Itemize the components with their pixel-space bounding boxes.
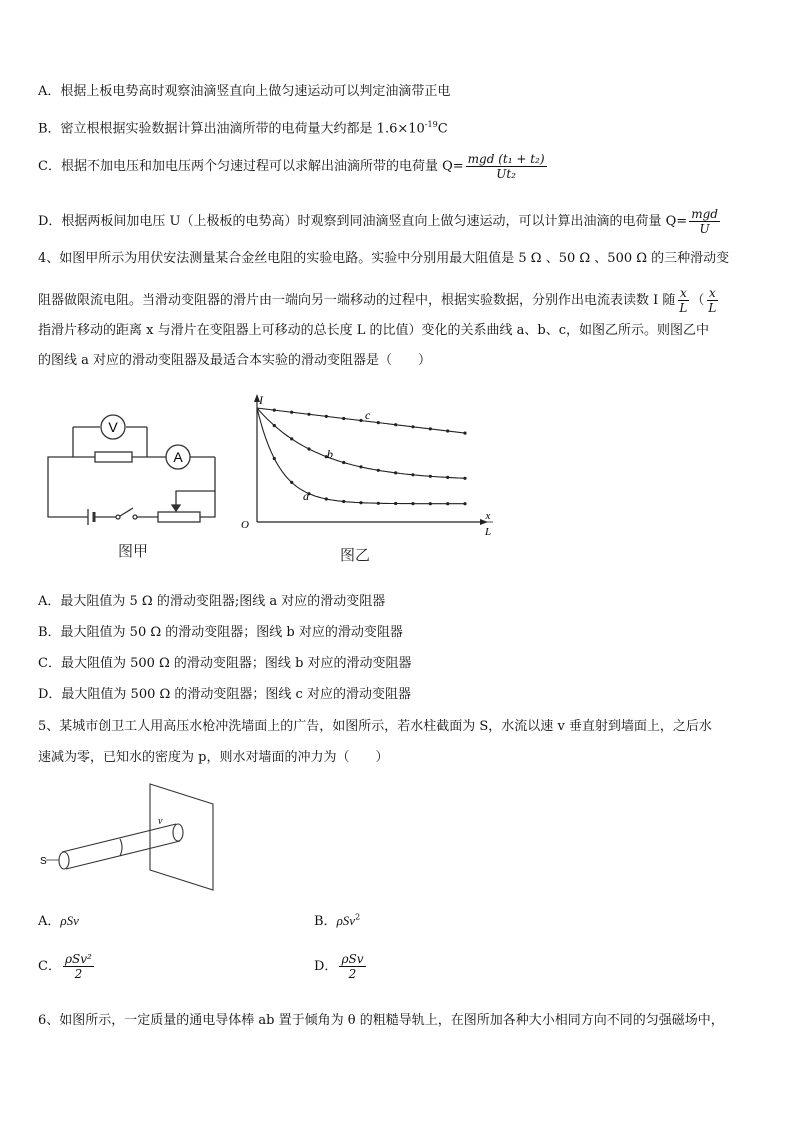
q4-option-d: D．最大阻值为 500 Ω 的滑动变阻器；图线 c 对应的滑动变阻器 [38, 687, 411, 702]
q3-option-c-numerator: mgd (t₁ + t₂) [467, 152, 545, 166]
curve-c-point [273, 409, 276, 412]
curve-b-label: b [327, 447, 333, 461]
curve-b-point [394, 471, 397, 474]
q5-option-a-formula: ρSv [60, 913, 79, 928]
curve-b-point [342, 461, 345, 464]
q5-option-b-label: B． [314, 914, 337, 929]
q5-option-b-formula: ρSv [336, 913, 356, 928]
curve-c-point [307, 413, 310, 416]
q3-option-a: A．根据上板电势高时观察油滴竖直向上做匀速运动可以判定油滴带正电 [38, 84, 451, 99]
curve-a-point [377, 502, 380, 505]
graph-x-label-num: x [485, 510, 491, 522]
q5-option-a-label: A． [38, 914, 61, 929]
q3-option-b-unit: C [437, 121, 448, 137]
curve-c-point [463, 432, 466, 435]
q4-option-b: B．最大阻值为 50 Ω 的滑动变阻器；图线 b 对应的滑动变阻器 [38, 625, 403, 640]
q3-option-c [38, 152, 549, 181]
curve-c-point [359, 419, 362, 422]
q5-option-c-formula [63, 952, 94, 981]
graph-x-label-den: L [484, 526, 492, 538]
curve-a [257, 408, 465, 504]
q5-option-d [314, 952, 368, 981]
curve-c-point [290, 411, 293, 414]
curve-a-point [394, 502, 397, 505]
q3-option-c-denominator: Ut₂ [496, 167, 516, 181]
water-jet-s-label: S [40, 856, 47, 867]
curve-a-point [359, 501, 362, 504]
q5-option-d-formula [339, 952, 365, 981]
curve-c-point [342, 417, 345, 420]
q5-option-d-label: D． [314, 959, 338, 974]
q4-stem-line-2-text: 阻器做限流电阻。当滑动变阻器的滑片由一端向另一端移动的过程中，根据实验数据，分别作出电流表读数 I 随 [38, 293, 676, 308]
q4-option-a: A．最大阻值为 5 Ω 的滑动变阻器;图线 a 对应的滑动变阻器 [38, 594, 386, 609]
q3-option-c-text: C．根据不加电压和加电压两个匀速过程可以求解出油滴所带的电荷量 Q= [38, 159, 464, 174]
curve-a-point [290, 481, 293, 484]
q4-x-over-l [677, 286, 689, 315]
q5-option-c-numerator: ρSv² [64, 952, 92, 966]
q3-option-d-text: D．根据两板间加电压 U（上极板的电势高）时观察到同油滴竖直向上做匀速运动，可以计算出油滴的电荷量 Q= [38, 214, 688, 229]
curve-c-point [411, 425, 414, 428]
q5-option-b [314, 910, 360, 929]
q3-option-c-formula [466, 152, 547, 181]
q4-stem-line-2-bracket: （ [691, 293, 705, 308]
curve-a-point [446, 502, 449, 505]
water-jet-figure [38, 782, 228, 892]
q4-stem-line-3: 指滑片移动的距离 x 与滑片在变阻器上可移动的总长度 L 的比值）变化的关系曲线 a、b、c，如图乙所示。则图乙中 [38, 323, 709, 338]
curve-c-point [446, 429, 449, 432]
q5-stem-line-1: 5、某城市创卫工人用高压水枪冲洗墙面上的广告，如图所示，若水柱截面为 S，水流以速 v 垂直射到墙面上，之后水 [38, 719, 712, 734]
q3-option-b-exponent: -19 [424, 120, 438, 129]
ammeter-label: A [173, 449, 183, 465]
curve-b-point [446, 476, 449, 479]
curve-b-point [463, 477, 466, 480]
curve-a-label: a [303, 489, 309, 503]
graph-y-label: I [259, 393, 263, 407]
q4-stem-line-4: 的图线 a 对应的滑动变阻器及最适合本实验的滑动变阻器是（ ） [38, 353, 432, 368]
q5-option-c-label: C． [38, 959, 61, 974]
curve-a-point [325, 497, 328, 500]
water-jet-v-label: v [158, 816, 163, 827]
q4-x-over-l-2-numerator: x [708, 286, 716, 300]
curve-b-point [359, 465, 362, 468]
q4-stem-line-2 [38, 286, 720, 315]
q4-x-over-l-denominator: L [679, 301, 688, 315]
q3-option-d-denominator: U [699, 222, 710, 236]
curve-a-point [429, 502, 432, 505]
q3-option-d [38, 207, 722, 236]
q5-option-b-exponent: 2 [355, 912, 361, 922]
curve-a-point [411, 502, 414, 505]
q5-option-c [38, 952, 96, 981]
curve-b-point [411, 473, 414, 476]
curve-c-label: c [365, 408, 371, 422]
q3-option-b [38, 116, 448, 138]
curve-b-point [273, 424, 276, 427]
q5-option-d-numerator: ρSv [341, 952, 364, 966]
curve-c-point [377, 421, 380, 424]
curve-a-point [342, 500, 345, 503]
fig-yi-caption: 图乙 [340, 546, 371, 564]
curve-c-point [325, 415, 328, 418]
q5-option-d-denominator: 2 [348, 967, 357, 981]
q4-x-over-l-2 [706, 286, 718, 315]
curve-b-point [290, 437, 293, 440]
q3-option-b-text: B．密立根根据实验数据计算出油滴所带的电荷量大约都是 1.6×10 [38, 121, 425, 137]
voltmeter-label: V [108, 419, 118, 435]
q5-option-c-denominator: 2 [74, 967, 83, 981]
q4-option-c: C．最大阻值为 500 Ω 的滑动变阻器；图线 b 对应的滑动变阻器 [38, 656, 412, 671]
q6-stem-line-1: 6、如图所示，一定质量的通电导体棒 ab 置于倾角为 θ 的粗糙导轨上，在图所加各种大小相同方向不同的匀强磁场中， [38, 1013, 724, 1028]
graph-origin: O [241, 519, 249, 531]
fig-jia-caption: 图甲 [118, 542, 149, 560]
curve-a-point [463, 502, 466, 505]
current-curve-graph [235, 392, 505, 542]
q3-option-d-formula [689, 207, 720, 236]
circuit-diagram [40, 405, 230, 535]
q3-option-d-numerator: mgd [691, 207, 718, 221]
q4-stem-line-1: 4、如图甲所示为用伏安法测量某合金丝电阻的实验电路。实验中分别用最大阻值是 5 Ω 、50 Ω 、500 Ω 的三种滑动变 [38, 251, 730, 266]
q4-x-over-l-numerator: x [680, 286, 687, 300]
q5-option-a [38, 910, 79, 929]
q4-x-over-l-2-denominator: L [708, 301, 717, 315]
curve-b-point [307, 447, 310, 450]
q5-stem-line-2: 速减为零，已知水的密度为 p，则水对墙面的冲力为（ ） [38, 750, 389, 765]
curve-b-point [429, 475, 432, 478]
curve-a-point [273, 457, 276, 460]
curve-c-point [429, 427, 432, 430]
curve-b-point [377, 469, 380, 472]
curve-c-point [394, 423, 397, 426]
